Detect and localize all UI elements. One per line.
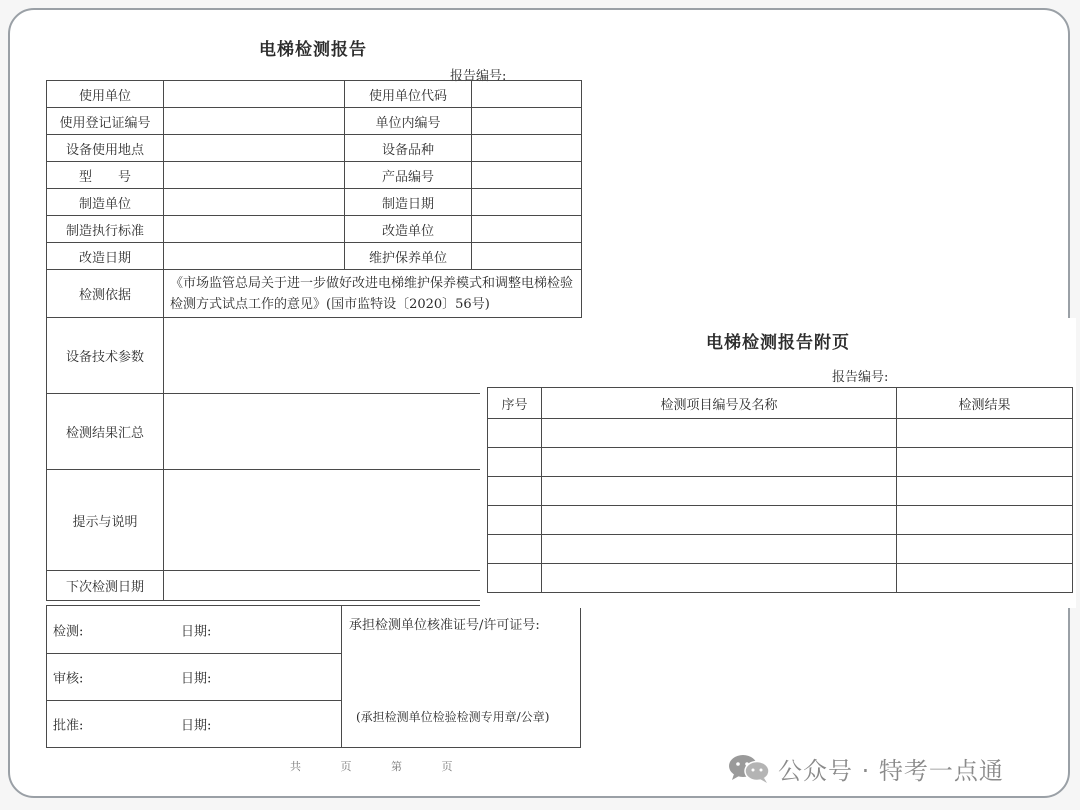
next-date-label: 下次检测日期 (47, 571, 164, 601)
table-cell (542, 535, 897, 564)
column-header: 检测结果 (897, 388, 1073, 419)
table-cell (488, 564, 542, 593)
signature-role: 批准: (53, 718, 84, 733)
field-value (472, 162, 582, 189)
signature-column (47, 606, 342, 747)
field-value (164, 81, 345, 108)
field-value (164, 162, 345, 189)
field-value (472, 81, 582, 108)
stamp-label: (承担检测单位检验检测专用章/公章) (356, 710, 550, 724)
basis-label: 检测依据 (47, 270, 164, 318)
signature-role: 检测: (53, 624, 84, 639)
field-label: 设备使用地点 (47, 135, 164, 162)
table-cell (488, 419, 542, 448)
table-cell (897, 477, 1073, 506)
table-cell (542, 564, 897, 593)
field-label: 改造单位 (345, 216, 472, 243)
table-row (488, 535, 1073, 564)
table-cell (488, 506, 542, 535)
summary-label: 检测结果汇总 (47, 394, 164, 470)
table-cell (897, 506, 1073, 535)
table-row (488, 419, 1073, 448)
field-label: 制造单位 (47, 189, 164, 216)
table-row (47, 162, 582, 189)
table-row (47, 189, 582, 216)
field-label: 使用单位代码 (345, 81, 472, 108)
table-cell (488, 448, 542, 477)
attachment-report-number-label: 报告编号: (832, 370, 889, 385)
table-cell (897, 535, 1073, 564)
field-value (164, 135, 345, 162)
table-row (488, 564, 1073, 593)
table-row (47, 243, 582, 270)
wechat-icon (726, 752, 772, 784)
signature-block (46, 605, 581, 748)
basis-text: 《市场监管总局关于进一步做好改进电梯维护保养模式和调整电梯检验检测方式试点工作的意见》(国市监特设〔2020〕56号) (164, 270, 582, 318)
table-cell (542, 477, 897, 506)
field-value (164, 216, 345, 243)
table-cell (542, 419, 897, 448)
license-label: 承担检测单位核准证号/许可证号: (349, 618, 540, 633)
table-row (47, 135, 582, 162)
column-header: 检测项目编号及名称 (542, 388, 897, 419)
tech-params-label: 设备技术参数 (47, 318, 164, 394)
field-value (472, 189, 582, 216)
signature-date: 日期: (181, 718, 212, 733)
report-number-label: 报告编号: (450, 69, 507, 84)
table-row (47, 216, 582, 243)
signature-date: 日期: (181, 671, 212, 686)
field-label: 改造日期 (47, 243, 164, 270)
field-value (472, 243, 582, 270)
table-cell (542, 448, 897, 477)
page-footer: 共 页 第 页 (290, 760, 471, 773)
field-label: 设备品种 (345, 135, 472, 162)
signature-row (47, 653, 341, 701)
table-row (47, 108, 582, 135)
signature-row (47, 700, 341, 747)
table-row (488, 506, 1073, 535)
attachment-sheet (480, 318, 1076, 608)
signature-role: 审核: (53, 671, 84, 686)
field-value (164, 108, 345, 135)
field-value (164, 243, 345, 270)
table-row (488, 477, 1073, 506)
table-cell (897, 448, 1073, 477)
table-cell (897, 564, 1073, 593)
field-label: 单位内编号 (345, 108, 472, 135)
field-label: 使用单位 (47, 81, 164, 108)
attachment-title: 电梯检测报告附页 (706, 333, 850, 353)
field-label: 制造日期 (345, 189, 472, 216)
watermark-text: 公众号 · 特考一点通 (778, 756, 1004, 785)
table-cell (542, 506, 897, 535)
field-value (472, 108, 582, 135)
field-label: 产品编号 (345, 162, 472, 189)
field-label: 维护保养单位 (345, 243, 472, 270)
field-value (472, 135, 582, 162)
signature-date: 日期: (181, 624, 212, 639)
watermark (726, 748, 1004, 788)
table-cell (488, 535, 542, 564)
table-cell (897, 419, 1073, 448)
table-row (488, 448, 1073, 477)
signature-row (47, 606, 341, 654)
notes-label: 提示与说明 (47, 470, 164, 571)
field-value (472, 216, 582, 243)
table-cell (488, 477, 542, 506)
field-label: 使用登记证编号 (47, 108, 164, 135)
report-title: 电梯检测报告 (259, 40, 367, 60)
field-label: 型 号 (47, 162, 164, 189)
field-value (164, 189, 345, 216)
table-row (47, 81, 582, 108)
attachment-table (487, 387, 1073, 593)
table-row (47, 270, 582, 318)
column-header: 序号 (488, 388, 542, 419)
table-header-row (488, 388, 1073, 419)
field-label: 制造执行标准 (47, 216, 164, 243)
